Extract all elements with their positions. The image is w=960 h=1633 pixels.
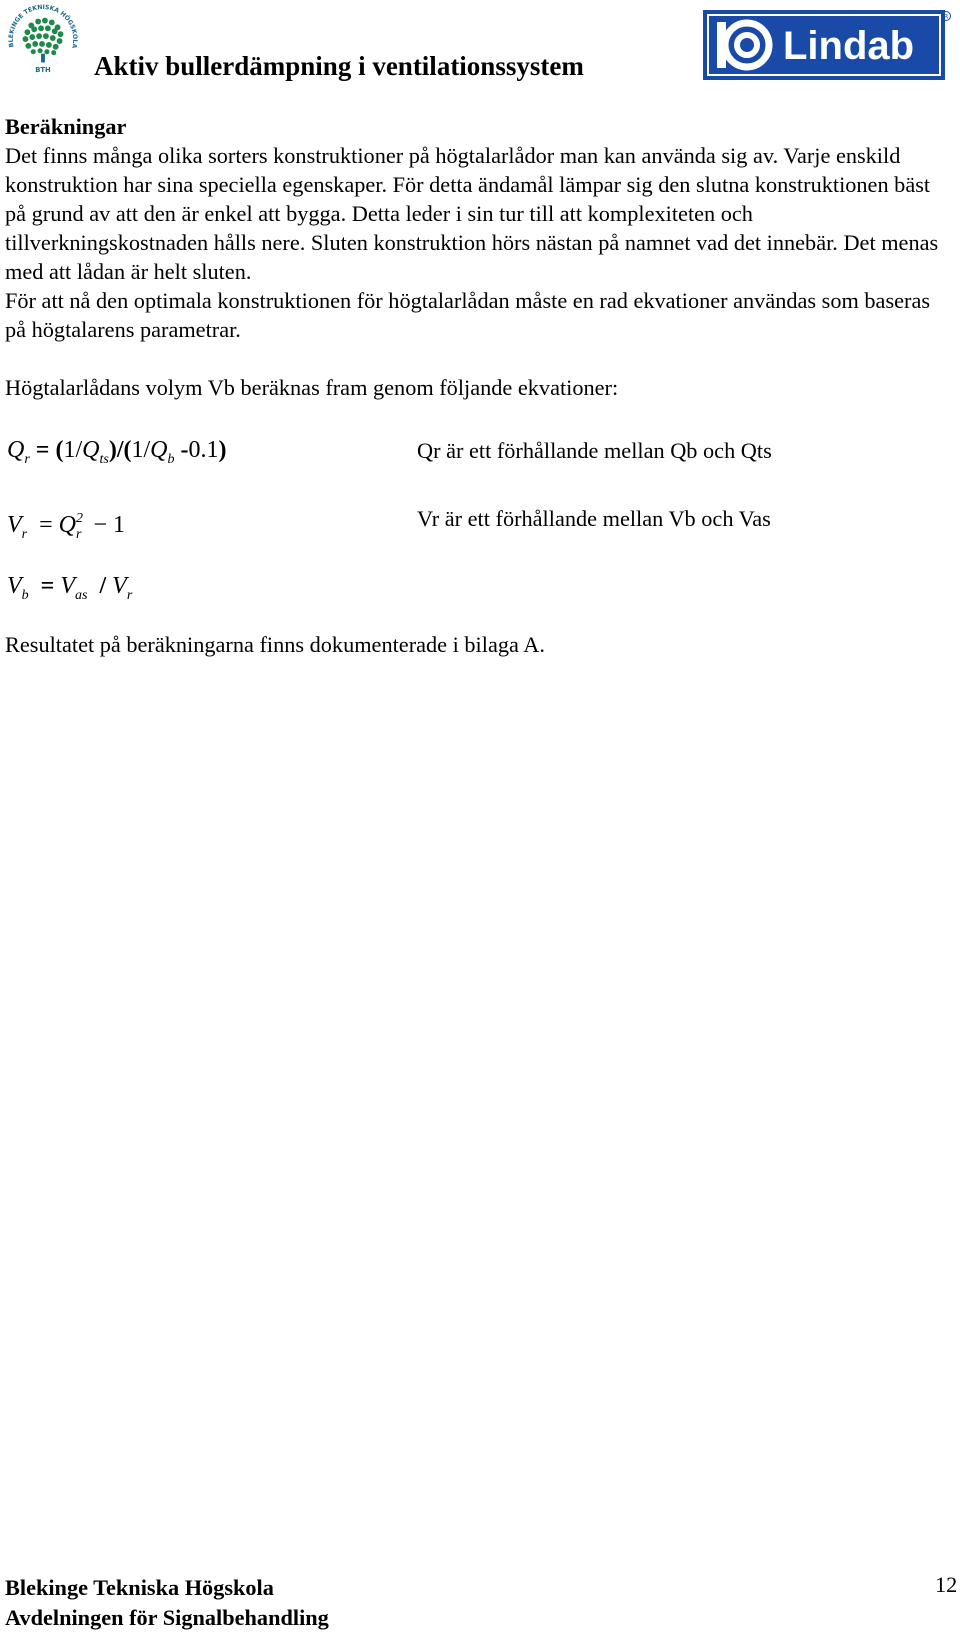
document-title: Aktiv bullerdämpning i ventilationssystem <box>94 51 584 81</box>
svg-text:Lindab: Lindab <box>783 24 915 68</box>
equation-row-qr <box>5 436 950 504</box>
footer-university: Blekinge Tekniska Högskola <box>5 1575 274 1600</box>
result-text: Resultatet på beräkningarna finns dokumenterade i bilaga A. <box>5 632 545 657</box>
svg-text:R: R <box>943 12 949 21</box>
page-footer <box>5 1573 329 1633</box>
equation-qr: $Q_r = (1/Q_{ts})/(1/Q_b$ -0.1) <box>7 437 227 467</box>
equation-vr: $V_r = Q^2_r - 1$ <box>7 511 126 542</box>
section-heading: Beräkningar <box>5 114 127 139</box>
svg-text:BTH: BTH <box>35 66 51 75</box>
equation-row-vr <box>5 504 950 572</box>
equation-vb: $V_b = V_{as} / V_r$ <box>7 573 133 603</box>
equation-vr-description: Vr är ett förhållande mellan Vb och Vas <box>417 506 771 531</box>
footer-department: Avdelningen för Signalbehandling <box>5 1605 329 1630</box>
equation-qr-description: Qr är ett förhållande mellan Qb och Qts <box>417 438 772 463</box>
page-number: 12 <box>935 1572 958 1597</box>
paragraph-method: För att nå den optimala konstruktionen för högtalarlådan måste en rad ekvationer användas som baseras på högtalarens parametrar. <box>5 288 931 342</box>
equations-intro: Högtalarlådans volym Vb beräknas fram genom följande ekvationer: <box>5 375 619 400</box>
bth-logo <box>4 2 82 80</box>
equation-row-vb <box>5 572 950 630</box>
lindab-logo <box>703 10 951 80</box>
page-header <box>0 0 960 100</box>
main-content <box>5 112 950 659</box>
paragraph-intro: Det finns många olika sorters konstruktioner på högtalarlådor man kan använda sig av. Varje enskild konstruktion har sina speciella egenskaper. För detta ändamål lämpar sig den slutna konstruktionen bäst på grund av att den är enkel att bygga. Detta leder i sin tur till att komplexiteten och tillverkningskostnaden hålls nere. Sluten konstruktion hörs nästan på namnet vad det innebär. Det menas med att lådan är helt sluten. <box>5 143 939 284</box>
svg-text:BLEKINGE TEKNISKA HÖGSKOLA: BLEKINGE TEKNISKA HÖGSKOLA <box>7 3 79 49</box>
